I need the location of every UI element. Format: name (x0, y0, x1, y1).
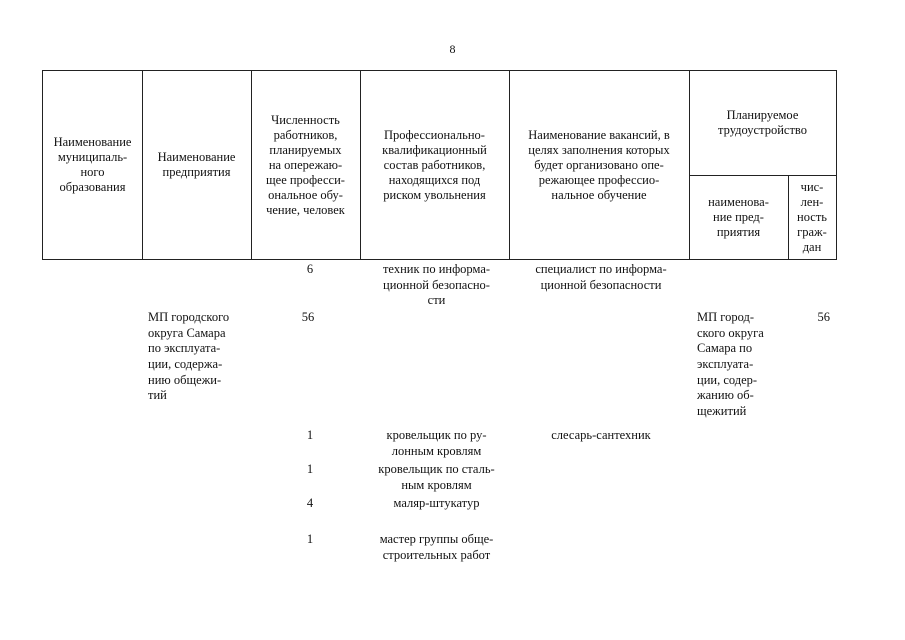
row3-profession: кровельщик по ру- лонным кровлям (386, 428, 487, 458)
row3-vacancy: слесарь-сантехник (551, 428, 651, 442)
row1-count: 6 (306, 262, 314, 276)
header-enterprise: Наименование предприятия (157, 150, 236, 179)
row1-profession: техник по информа- ционной безопасно- сти (382, 262, 491, 308)
row2-count: 56 (301, 310, 315, 324)
header-vacancies: Наименование вакансий, в целях заполнения которых будет организовано опе- режающее профессио- нальное обучение (528, 127, 670, 202)
row5-profession: маляр-штукатур (393, 496, 480, 510)
header-employer-name: наименова- ние пред- приятия (708, 194, 769, 239)
row2-enterprise: МП городского округа Самара по эксплуата- ции, содержа- нию общежи- тий (148, 310, 230, 403)
header-municipality: Наименование муниципаль- ного образования (53, 135, 132, 194)
header-planned-count: Численность работников, планируемых на опережаю- щее професси- ональное обу- чение, человек (266, 112, 345, 217)
row3-count: 1 (306, 428, 314, 442)
row5-count: 4 (306, 496, 314, 510)
row4-count: 1 (306, 462, 314, 476)
row2-employer: МП город- ского округа Самара по эксплуата- ции, содер- жанию об- щежитий (697, 310, 764, 418)
row4-profession: кровельщик по сталь- ным кровлям (378, 462, 495, 492)
row2-citizens: 56 (817, 310, 830, 324)
header-citizen-count: чис- лен- ность граж- дан (797, 179, 827, 254)
header-planned-employment: Планируемое трудоустройство (718, 108, 807, 137)
row6-count: 1 (306, 532, 314, 546)
header-qualification: Профессионально- квалификационный состав работников, находящихся под риском увольнения (382, 127, 487, 202)
row6-profession: мастер группы обще- строительных работ (379, 532, 494, 562)
row1-vacancy: специалист по информа- ционной безопасности (535, 262, 667, 292)
page-number: 8 (449, 42, 456, 56)
table-header (42, 70, 837, 260)
